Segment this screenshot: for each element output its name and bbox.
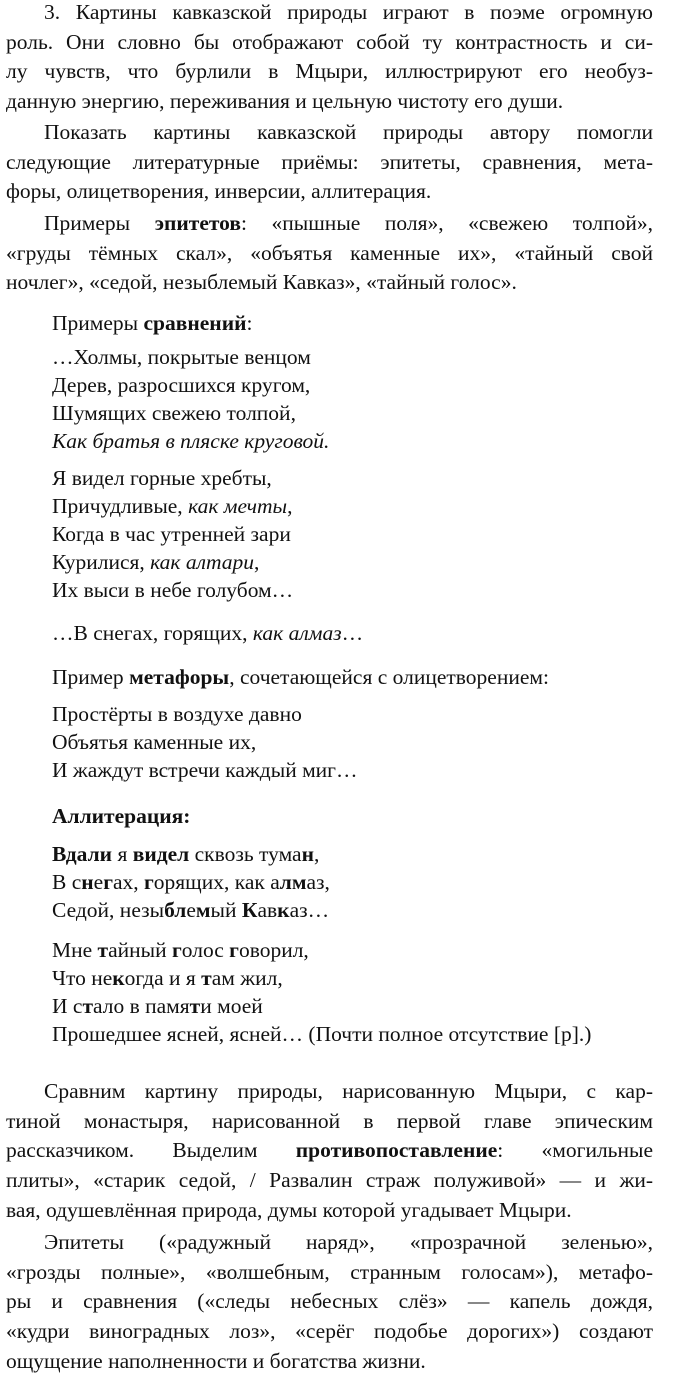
italic-comparison: Как братья в пляске круговой. [52,429,330,453]
verse-text: …В снегах, горящих, [52,621,253,645]
p4-line-2: тиной монастыря, нарисованной в первой главе эпическим [6,1108,653,1133]
italic-comparison: как алмаз [252,621,342,645]
p3-line-3: ночлег», «седой, незыблемый Кавказ», «тайный голос». [6,270,517,295]
p4-line-4: плиты», «старик седой, / Развалин страж полуживой» — и жи- [6,1168,653,1193]
p1-line-1: 3. Картины кавказской природы играют в поэме огромную [44,0,653,24]
term-metaphor: метафоры [129,665,230,689]
term-epithets: эпитетов [154,211,241,235]
verse-text: , [254,550,260,574]
verse-line: Вдали я видел сквозь туман, [52,842,320,866]
verse-line: Когда в час утренней зари [52,522,291,546]
paragraph-1 [6,0,653,115]
verse-text: Курилися, [52,550,151,574]
verse-line: И стало в памяти моей [52,994,263,1018]
verse-line: Простёрты в воздухе давно [52,702,302,726]
verse-line: В снегах, горящих, как алмаз, [52,870,330,894]
p5-line-1: Эпитеты («радужный наряд», «прозрачной зеленью», [44,1230,653,1254]
verse-line: Объятья каменные их, [52,730,257,754]
p4-text: рассказчиком. Выделим [6,1138,296,1163]
term-alliteration: Аллитерация: [52,804,191,828]
verse-line [52,428,329,455]
metaphor-intro [52,664,549,691]
term-comparisons: сравнений [143,311,247,335]
alliteration-heading [52,803,190,830]
p1-line-3: лу чувств, что бурлили в Мцыри, иллюстрируют его необуз- [6,59,653,84]
verse-text: … [341,621,364,645]
p5-line-2: «грозды полные», «волшебным, странным голосам»), метафо- [6,1259,653,1284]
p2-line-3: форы, олицетворения, инверсии, аллитерация. [6,179,432,204]
p3-text: : «пышные поля», «свежею толпой», [241,211,653,235]
verse-line: Прошедшее ясней, ясней… (Почти полное отсутствие [р].) [52,1022,592,1046]
p5-line-5: ощущение наполненности и богатства жизни. [6,1348,426,1373]
verse-line: Мне тайный голос говорил, [52,938,309,962]
verse-line: Дерев, разросшихся кругом, [52,373,311,397]
verse-line: Их выси в небе голубом… [52,578,294,602]
p4-line-1: Сравним картину природы, нарисованную Мцыри, с кар- [44,1079,653,1103]
p3-text: Примеры [44,211,155,235]
paragraph-2 [6,119,653,205]
intro-text: , сочетающейся с олицетворением: [229,665,549,689]
comparisons-intro [52,310,252,337]
verse-text: , [287,494,293,518]
p3-line-2: «груды тёмных скал», «объятья каменные их», «тайный свой [6,240,653,265]
alliteration-note: (Почти полное отсутствие [р].) [308,1022,592,1046]
italic-comparison: как алтари [150,550,255,574]
p2-line-2: следующие литературные приёмы: эпитеты, сравнения, мета- [6,149,653,174]
intro-text: Примеры [52,311,144,335]
p1-line-2: роль. Они словно бы отображают собой ту контрастность и си- [6,29,653,54]
verse-line [52,620,363,647]
p5-line-4: «кудри виноградных лоз», «серёг подобье дорогих») создают [6,1319,653,1344]
verse-line: Седой, незыблемый Кавказ… [52,898,330,922]
intro-text: : [246,311,253,335]
verse-line: Что некогда и я там жил, [52,966,283,990]
verse-line: …Холмы, покрытые венцом [52,345,311,369]
p4-line-5: вая, одушевлённая природа, думы которой угадывает Мцыри. [6,1197,572,1222]
p4-text: : «могильные [497,1138,653,1163]
p2-line-1: Показать картины кавказской природы автору помогли [44,120,653,144]
verse-line: Я видел горные хребты, [52,466,272,490]
paragraph-contrast [6,1078,653,1224]
verse-line: Шумящих свежею толпой, [52,401,296,425]
verse-line: И жаждут встречи каждый миг… [52,758,358,782]
paragraph-summary [6,1229,653,1375]
p3-line-1 [6,210,653,237]
p1-line-4: данную энергию, переживания и цельную чистоту его души. [6,89,564,114]
italic-comparison: как мечты [188,494,288,518]
verse-line [52,493,292,520]
p4-line-3 [6,1137,653,1164]
intro-text: Пример [52,665,130,689]
p5-line-3: ры и сравнения («следы небесных слёз» — капель дождя, [6,1289,653,1314]
verse-line [52,549,259,576]
verse-text: Причудливые, [52,494,189,518]
term-contrast: противопоставление [295,1138,498,1163]
paragraph-epithets [6,210,653,296]
